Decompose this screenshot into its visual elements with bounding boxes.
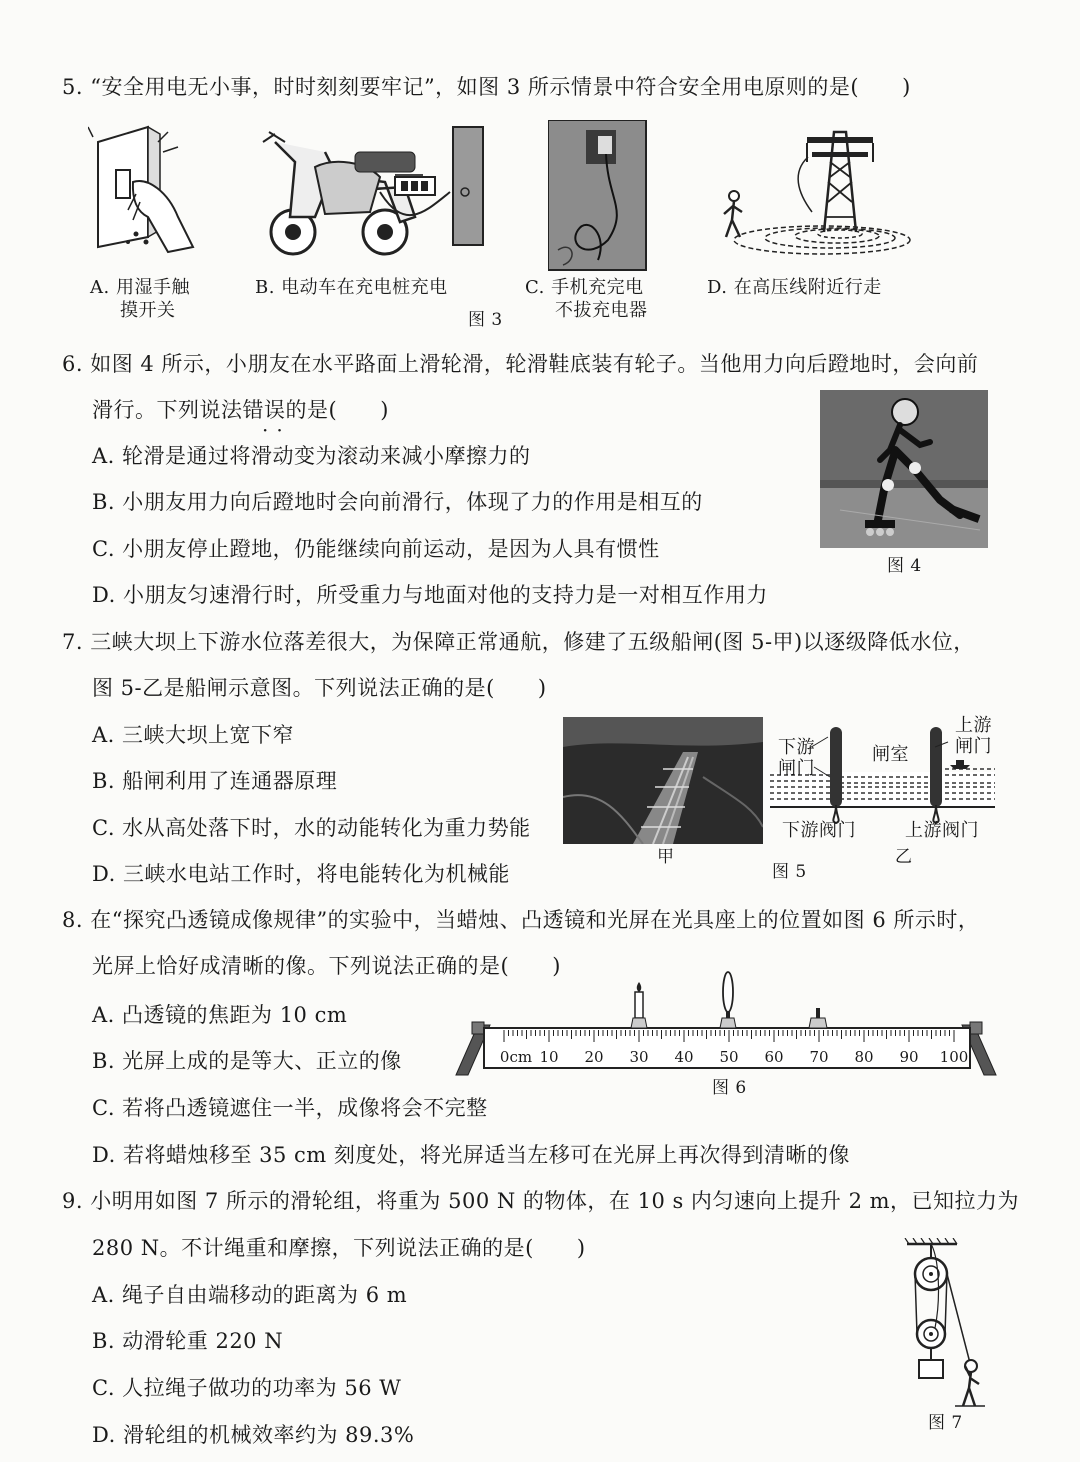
q6-stem-line1: 6. 如图 4 所示，小朋友在水平路面上滑轮滑，轮滑鞋底装有轮子。当他用力向后蹬地时，会向前	[62, 352, 979, 376]
q5-option-c-line1: C. 手机充完电	[525, 277, 644, 298]
q6-option-d: D. 小朋友匀速滑行时，所受重力与地面对他的支持力是一对相互作用力	[92, 583, 768, 607]
scale-label: 80	[854, 1048, 874, 1066]
q6-option-a: A. 轮滑是通过将滑动变为滚动来减小摩擦力的	[92, 444, 531, 468]
scale-label: 50	[719, 1048, 739, 1066]
scale-label: 100	[939, 1048, 969, 1066]
q9-option-a: A. 绳子自由端移动的距离为 6 m	[92, 1283, 408, 1307]
weight-block-icon	[919, 1360, 943, 1378]
scale-label: 40	[674, 1048, 694, 1066]
q8-stem-line2: 光屏上恰好成清晰的像。下列说法正确的是( )	[92, 954, 561, 978]
q7-stem-line2: 图 5-乙是船闸示意图。下列说法正确的是( )	[92, 676, 547, 700]
q6-option-c: C. 小朋友停止蹬地，仍能继续向前运动，是因为人具有惯性	[92, 537, 660, 561]
q7-option-a: A. 三峡大坝上宽下窄	[92, 723, 295, 747]
q6-option-b: B. 小朋友用力向后蹬地时会向前滑行，体现了力的作用是相互的	[92, 490, 703, 514]
q7-option-d: D. 三峡水电站工作时，将电能转化为机械能	[92, 862, 510, 886]
scale-label: 0cm	[499, 1048, 533, 1066]
q7-stem-line1: 7. 三峡大坝上下游水位落差很大，为保障正常通航，修建了五级船闸(图 5-甲)以逐级降低水位，	[62, 630, 975, 654]
scale-label: 60	[764, 1048, 784, 1066]
q9-stem-line1: 9. 小明用如图 7 所示的滑轮组，将重为 500 N 的物体，在 10 s 内匀速向上提升 2 m，已知拉力为	[62, 1189, 1020, 1213]
figure-6-caption: 图 6	[712, 1078, 747, 1098]
q9-stem-line2: 280 N。不计绳重和摩擦，下列说法正确的是( )	[92, 1236, 586, 1260]
pulley-system-figure	[895, 1238, 995, 1413]
figure-4-caption: 图 4	[887, 556, 922, 576]
convex-lens-icon	[723, 972, 733, 1012]
q8-option-b: B. 光屏上成的是等大、正立的像	[92, 1049, 402, 1073]
downstream-gate-label-line1: 下游	[778, 737, 815, 758]
q5-option-b: B. 电动车在充电桩充电	[255, 277, 448, 298]
q8-option-c: C. 若将凸透镜遮住一半，成像将会不完整	[92, 1096, 488, 1120]
high-voltage-tower-figure	[712, 122, 912, 257]
figure-3-caption: 图 3	[468, 310, 503, 330]
q5-option-a-line2: 摸开关	[120, 300, 176, 321]
q9-option-b: B. 动滑轮重 220 N	[92, 1329, 284, 1353]
q8-stem-line1: 8. 在“探究凸透镜成像规律”的实验中，当蜡烛、凸透镜和光屏在光具座上的位置如图 6 所示时，	[62, 908, 980, 932]
q8-option-d: D. 若将蜡烛移至 35 cm 刻度处，将光屏适当左移可在光屏上再次得到清晰的像	[92, 1143, 850, 1167]
lock-chamber-label: 闸室	[872, 744, 909, 765]
roller-skater-photo	[820, 390, 988, 548]
upstream-valve-label: 上游阀门	[905, 820, 979, 841]
three-gorges-locks-photo	[563, 717, 763, 844]
downstream-gate-label-line2: 闸门	[778, 758, 815, 779]
charger-plugged-figure	[548, 120, 648, 272]
figure-7-caption: 图 7	[928, 1413, 963, 1433]
scale-label: 30	[629, 1048, 649, 1066]
figure-5-caption: 图 5	[772, 862, 807, 882]
optical-bench-figure	[450, 970, 1010, 1082]
upstream-gate-label-line1: 上游	[955, 715, 992, 736]
scale-label: 10	[539, 1048, 559, 1066]
downstream-valve-label: 下游阀门	[782, 820, 856, 841]
figure-5-jia-label: 甲	[657, 847, 675, 867]
ebike-charging-figure	[255, 122, 490, 262]
q5-option-d: D. 在高压线附近行走	[707, 277, 882, 298]
scale-label: 90	[899, 1048, 919, 1066]
scale-label: 20	[584, 1048, 604, 1066]
q5-stem: 5. “安全用电无小事，时时刻刻要牢记”，如图 3 所示情景中符合安全用电原则的是( )	[62, 75, 911, 99]
wet-hand-switch-figure	[88, 122, 213, 262]
q7-option-b: B. 船闸利用了连通器原理	[92, 769, 338, 793]
q5-option-c-line2: 不拔充电器	[555, 300, 648, 321]
q9-option-d: D. 滑轮组的机械效率约为 89.3%	[92, 1423, 415, 1447]
figure-5-yi-label: 乙	[895, 847, 913, 867]
emphasis-dots: ··	[262, 418, 291, 442]
upstream-gate-label-line2: 闸门	[955, 736, 992, 757]
candle-icon	[635, 992, 643, 1018]
q9-option-c: C. 人拉绳子做功的功率为 56 W	[92, 1376, 402, 1400]
q5-option-a-line1: A. 用湿手触	[90, 277, 190, 298]
q8-option-a: A. 凸透镜的焦距为 10 cm	[92, 1003, 348, 1027]
scale-label: 70	[809, 1048, 829, 1066]
q6-stem-line2: 滑行。下列说法错误的是( )	[92, 398, 389, 422]
q7-option-c: C. 水从高处落下时，水的动能转化为重力势能	[92, 816, 531, 840]
